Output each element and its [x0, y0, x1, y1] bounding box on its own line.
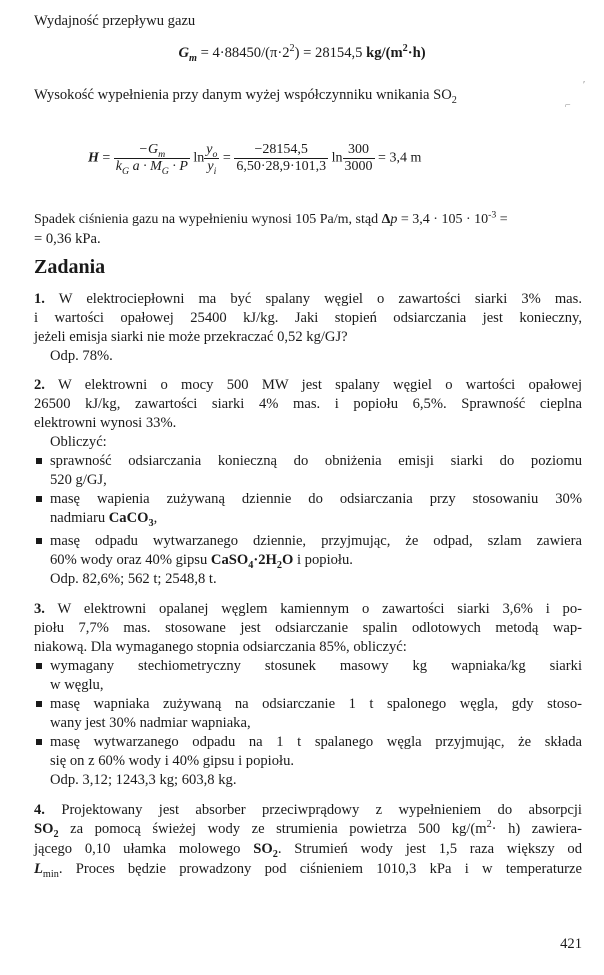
- task-1-line-2: i wartości opałowej 25400 kJ/kg. Jaki stopień odsiarczania jest konieczny,: [34, 310, 582, 326]
- task-4-line-4: $L_{min}$. Proces będzie prowadzony pod ciśnieniem 1010,3 kPa i w temperaturze: [34, 861, 582, 880]
- flow-formula: $G_m = 4\cdot 88450/(\pi\cdot 2^2) = 28154,5$ $kg/(m^2\cdot h)$: [178, 43, 426, 64]
- section-title: Zadania: [34, 256, 106, 278]
- task-2-line-3: elektrowni wynosi 33%.: [34, 415, 177, 431]
- task-4-line-1: 4. Projektowany jest absorber przeciwprądowy z wypełnieniem do absorpcji: [34, 802, 582, 818]
- task-1-answer: Odp. 78%.: [50, 348, 113, 364]
- margin-mark: ⌐: [565, 100, 571, 111]
- task-3-line-3: niakową. Dla wymaganego stopnia odsiarczania 85%, obliczyć:: [34, 639, 407, 655]
- task-2-bullet-1-cont: 520 g/GJ,: [50, 472, 107, 488]
- task-2-bullet-2-cont: nadmiaru CaCO$_3$,: [50, 510, 158, 529]
- task-3-bullet-2-cont: wany jest 30% nadmiar wapniaka,: [50, 715, 251, 731]
- page-number: 421: [560, 936, 582, 952]
- task-2-bullet-3: masę odpadu wytwarzanego dziennie, przyjmując, że odpad, szlam zawiera: [50, 533, 582, 549]
- task-1-line-3: jeżeli emisja siarki nie może przekraczać 0,52 kg/GJ?: [34, 329, 348, 345]
- task-2-answer: Odp. 82,6%; 562 t; 2548,8 t.: [50, 571, 217, 587]
- pressure-line-2: = 0,36 kPa.: [34, 231, 101, 247]
- task-4-line-3: jącego 0,10 ułamka molowego $SO_2$. Strumień wody jest 1,5 raza większy od: [34, 841, 582, 860]
- margin-mark: ′: [583, 80, 586, 91]
- task-3-bullet-3: masę wytwarzanego odpadu na 1 t spalanego węgla przyjmując, że składa: [50, 734, 582, 750]
- task-2-line-2: 26500 kJ/kg, zawartości siarki 4% mas. i popiołu 6,5%. Sprawność cieplna: [34, 396, 582, 412]
- flow-label: Wydajność przepływu gazu: [34, 13, 196, 29]
- bullet-icon: [36, 458, 42, 464]
- task-3-bullet-2: masę wapniaka zużywaną na odsiarczanie 1 t spalonego węgla, gdy stoso-: [50, 696, 582, 712]
- task-2-bullet-1: sprawność odsiarczania konieczną do obniżenia emisji siarki do poziomu: [50, 453, 582, 469]
- task-3-line-1: 3. W elektrowni opalanej węglem kamiennym o zawartości siarki 3,6% i po-: [34, 601, 583, 617]
- task-3-answer: Odp. 3,12; 1243,3 kg; 603,8 kg.: [50, 772, 237, 788]
- bullet-icon: [36, 663, 42, 669]
- task-1-line-1: 1. W elektrociepłowni ma być spalany węgiel o zawartości siarki 3% mas.: [34, 291, 582, 307]
- task-3-bullet-3-cont: się on z 60% wody i 40% gipsu i popiołu.: [50, 753, 295, 769]
- height-formula: H = $\frac{-G_m}{k_G a \cdot M_G \cdot P}$ ln $\frac{y_o}{y_i}$ = $\frac{-28154,5}{6,50\cdot 28,9\cdot 101,3}$ ln $\frac{300}{3000}$ = 3,4 m: [88, 142, 422, 177]
- bullet-icon: [36, 496, 42, 502]
- pressure-line-1: Spadek ciśnienia gazu na wypełnieniu wynosi 105 Pa/m, stąd $\Delta p = 3,4 \cdot 105 \cdot 10^{-3}$ =: [34, 209, 508, 227]
- task-2-prompt: Obliczyć:: [50, 434, 107, 450]
- task-3-line-2: piołu 7,7% mas. stosowane jest odsiarczanie spalin odlotowych metodą wap-: [34, 620, 582, 636]
- task-3-bullet-1-cont: w węglu,: [50, 677, 104, 693]
- bullet-icon: [36, 701, 42, 707]
- task-2-line-1: 2. W elektrowni o mocy 500 MW jest spalany węgiel o wartości opałowej: [34, 377, 582, 393]
- height-label: Wysokość wypełnienia przy danym wyżej współczynniku wnikania $SO_2$: [34, 87, 457, 106]
- task-4-line-2: $SO_2$ za pomocą świeżej wody ze strumienia powietrza 500 $kg/(m^2\cdot h)$ zawiera-: [34, 819, 582, 840]
- bullet-icon: [36, 739, 42, 745]
- task-2-bullet-3-cont: 60% wody oraz 40% gipsu $CaSO_4\cdot 2H_2O$ i popiołu.: [50, 552, 353, 571]
- task-3-bullet-1: wymagany stechiometryczny stosunek masowy kg wapniaka/kg siarki: [50, 658, 582, 674]
- task-2-bullet-2: masę wapienia zużywaną dziennie do odsiarczania przy stosowaniu 30%: [50, 491, 582, 507]
- bullet-icon: [36, 538, 42, 544]
